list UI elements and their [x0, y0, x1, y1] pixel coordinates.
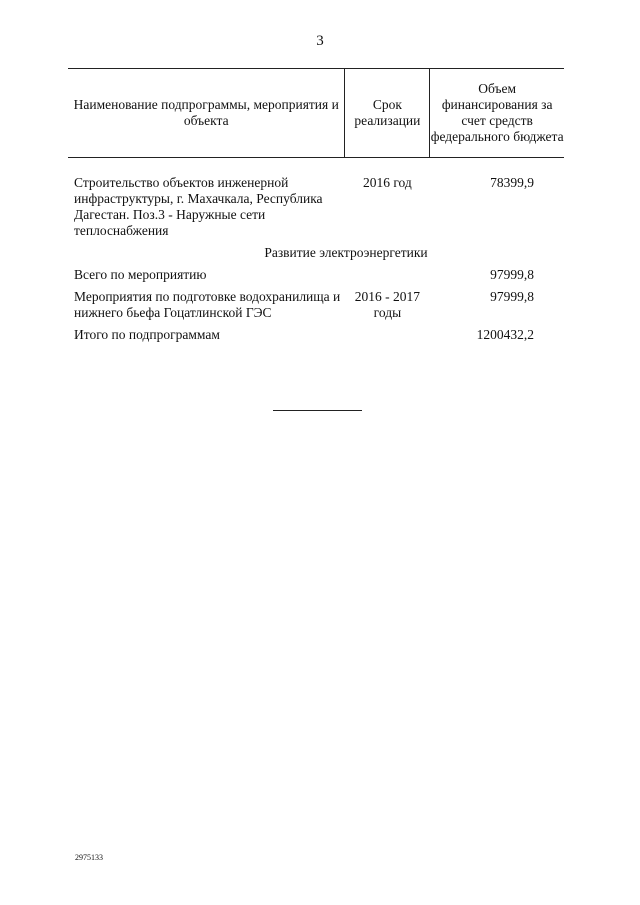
row-period: 2016 год — [362, 175, 412, 190]
row-funding: 1200432,2 — [476, 327, 534, 342]
header-funding: Объем финансирования за счет средств федерального бюджета — [430, 69, 564, 158]
table-header — [68, 69, 564, 158]
row-funding: 78399,9 — [490, 175, 534, 190]
end-rule — [273, 410, 362, 411]
row-period — [345, 267, 430, 283]
header-period: Срок реализации — [345, 69, 430, 158]
table-row — [68, 267, 564, 283]
page-number: 3 — [316, 33, 324, 49]
header-row — [68, 69, 564, 158]
row-name: Итого по подпрограммам — [74, 327, 220, 342]
document-id: 2975133 — [75, 853, 103, 862]
table-row — [68, 289, 564, 321]
header-name: Наименование подпрограммы, мероприятия и объекта — [68, 69, 345, 158]
funding-table — [68, 68, 564, 343]
row-name: Всего по мероприятию — [74, 267, 207, 282]
row-funding: 97999,8 — [490, 267, 534, 282]
row-funding: 97999,8 — [490, 289, 534, 304]
table-row — [68, 327, 564, 343]
table-row — [68, 175, 564, 239]
section-title: Развитие электроэнергетики — [264, 245, 428, 260]
row-period: 2016 - 2017 годы — [354, 289, 421, 320]
row-name: Мероприятия по подготовке водохранилища и нижнего бьефа Гоцатлинской ГЭС — [74, 289, 341, 320]
section-row — [68, 245, 564, 261]
row-period — [345, 327, 430, 343]
table-body — [68, 158, 564, 344]
row-name: Строительство объектов инженерной инфраструктуры, г. Махачкала, Республика Дагестан. Поз.3 - Наружные сети теплоснабжения — [74, 175, 323, 238]
